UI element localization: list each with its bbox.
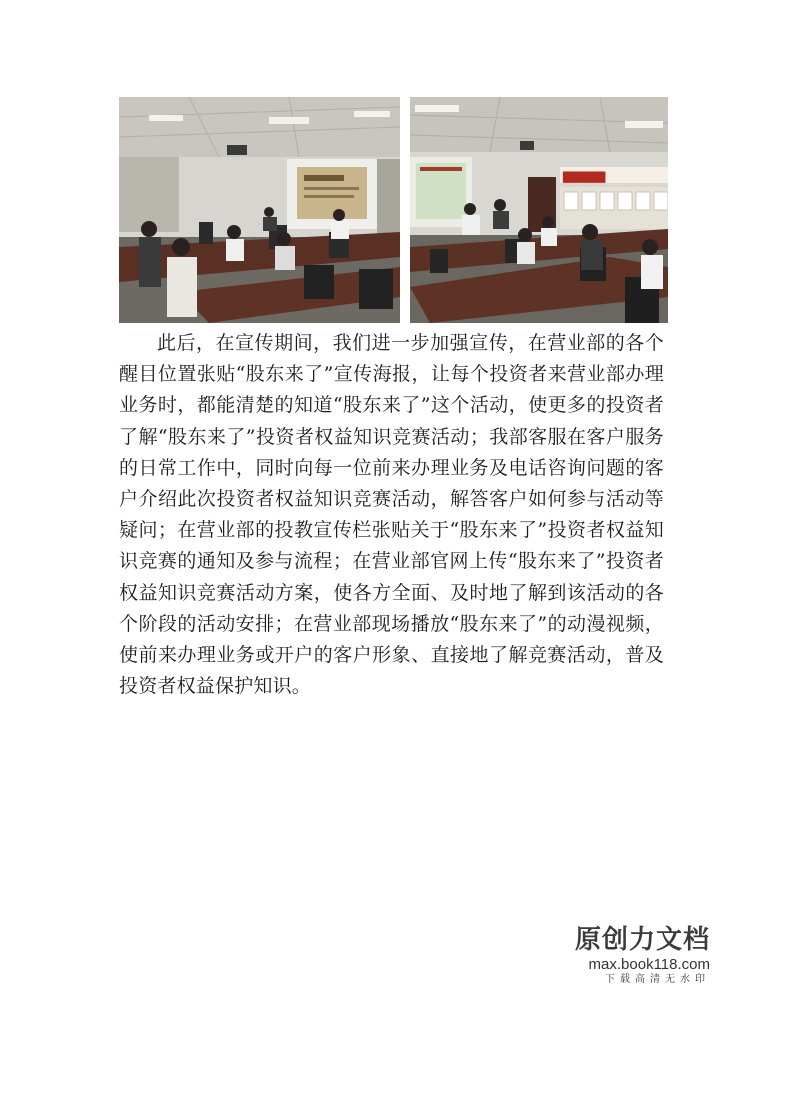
body-paragraph: 此后，在宣传期间，我们进一步加强宣传，在营业部的各个醒目位置张贴“股东来了”宣传海报，让每个投资者来营业部办理业务时，都能清楚的知道“股东来了”这个活动，使更多的投资者了解“股东来了”投资者权益知识竞赛活动；我部客服在客户服务的日常工作中，同时向每一位前来办理业务及电话咨询问题的客户介绍此次投资者权益知识竞赛活动，解答客户如何参与活动等疑问；在营业部的投教宣传栏张贴关于“股东来了”投资者权益知识竞赛的通知及参与流程；在营业部官网上传“股东来了”投资者权益知识竞赛活动方案，使各方全面、及时地了解到该活动的各个阶段的活动安排；在营业部现场播放“股东来了”的动漫视频，使前来办理业务或开户的客户形象、直接地了解竞赛活动，普及投资者权益保护知识。 — [119, 332, 664, 698]
meeting-room-photo-left — [119, 97, 400, 323]
meeting-room-photo-right — [410, 97, 668, 323]
svg-text:▇▇▇▇▇: ▇▇▇▇▇ — [563, 170, 606, 183]
photo-right-graphic — [410, 97, 668, 323]
photo-left-graphic — [119, 97, 400, 323]
watermark-title: 原创力文档 — [574, 925, 710, 955]
watermark-url: max.book118.com — [588, 956, 710, 973]
watermark-logo — [560, 924, 710, 987]
watermark-subtitle: 下载高清无水印 — [605, 974, 710, 985]
